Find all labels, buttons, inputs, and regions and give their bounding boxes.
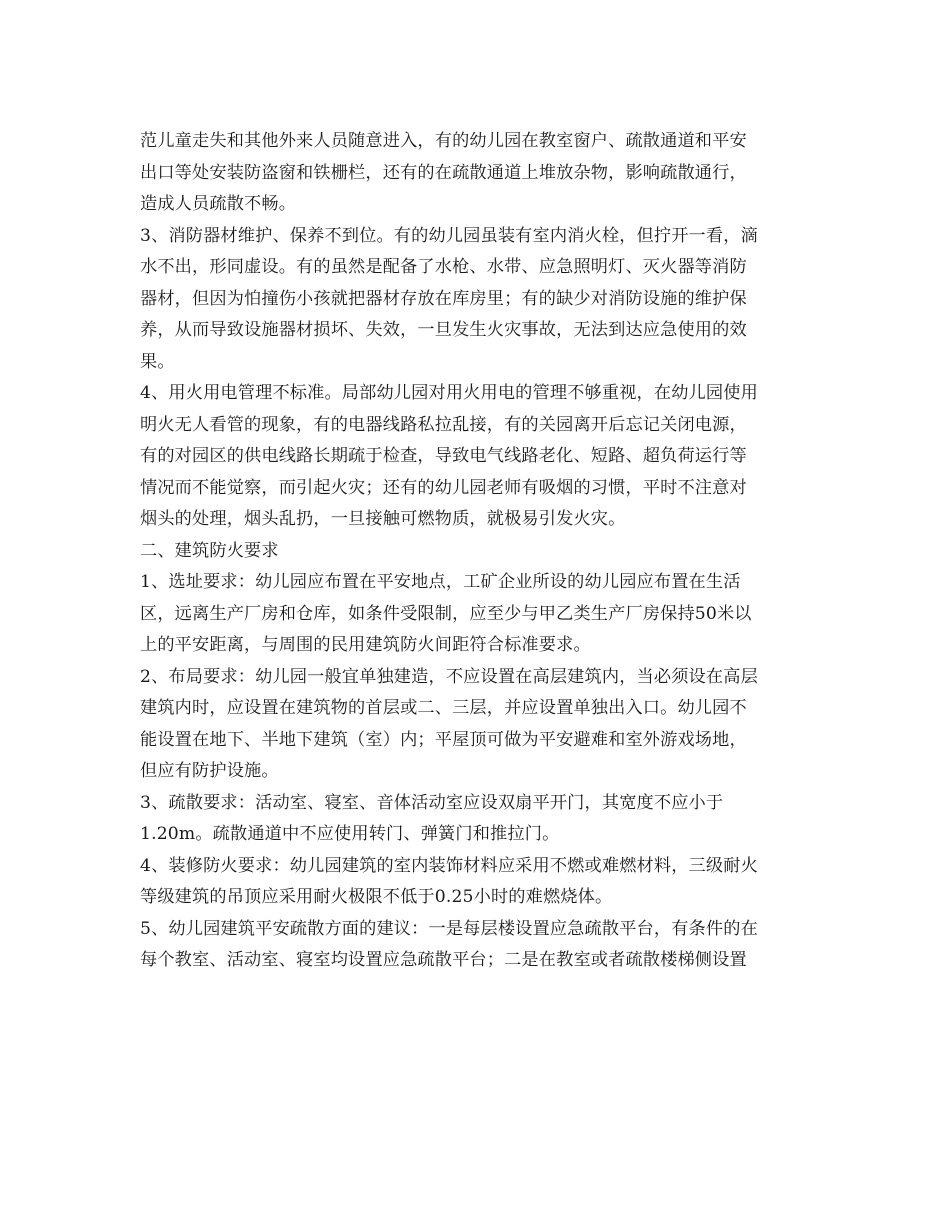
text-line: 范儿童走失和其他外来人员随意进入，有的幼儿园在教室窗户、疏散通道和平安 [140, 131, 747, 151]
text-line: 明火无人看管的现象，有的电器线路私拉乱接，有的关园离开后忘记关闭电源， [140, 414, 747, 435]
text-line: 区，远离生产厂房和仓库，如条件受限制，应至少与甲乙类生产厂房保持50米以 [140, 603, 752, 624]
text-line: 4、装修防火要求：幼儿园建筑的室内装饰材料应采用不燃或难燃材料，三级耐火 [140, 855, 758, 876]
text-line: 每个教室、活动室、寝室均设置应急疏散平台；二是在教室或者疏散楼梯侧设置 [140, 950, 747, 970]
text-line: 5、幼儿园建筑平安疏散方面的建议：一是每层楼设置应急疏散平台，有条件的在 [140, 918, 758, 939]
text-line: 建筑内时，应设置在建筑物的首层或二、三层，并应设置单独出入口。幼儿园不 [140, 698, 747, 718]
text-line: 果。 [140, 351, 175, 372]
text-line: 但应有防护设施。 [140, 761, 279, 781]
text-line: 等级建筑的吊顶应采用耐火极限不低于0.25小时的难燃烧体。 [140, 887, 613, 907]
text-line: 器材，但因为怕撞伤小孩就把器材存放在库房里；有的缺少对消防设施的维护保 [140, 288, 747, 309]
text-line: 有的对园区的供电线路长期疏于检查，导致电气线路老化、短路、超负荷运行等 [140, 446, 747, 466]
text-line: 能设置在地下、半地下建筑（室）内；平屋顶可做为平安避难和室外游戏场地， [140, 729, 747, 750]
section-heading: 二、建筑防火要求 [140, 540, 279, 561]
text-line: 2、布局要求：幼儿园一般宜单独建造，不应设置在高层建筑内，当必须设在高层 [140, 666, 758, 687]
text-line: 烟头的处理，烟头乱扔，一旦接触可燃物质，就极易引发火灾。 [140, 509, 626, 529]
text-line: 造成人员疏散不畅。 [140, 194, 297, 214]
text-line: 3、疏散要求：活动室、寝室、音体活动室应设双扇平开门，其宽度不应小于 [140, 792, 724, 813]
text-line: 情况而不能觉察，而引起火灾；还有的幼儿园老师有吸烟的习惯，平时不注意对 [140, 477, 747, 498]
text-line: 1、选址要求：幼儿园应布置在平安地点，工矿企业所设的幼儿园应布置在生活 [140, 572, 741, 592]
text-line: 养，从而导致设施器材损坏、失效，一旦发生火灾事故，无法到达应急使用的效 [140, 320, 747, 340]
text-line: 出口等处安装防盗窗和铁栅栏，还有的在疏散通道上堆放杂物，影响疏散通行， [140, 162, 747, 183]
document-body [140, 126, 812, 977]
text-line: 水不出，形同虚设。有的虽然是配备了水枪、水带、应急照明灯、灭火器等消防 [140, 257, 747, 277]
text-line: 上的平安距离，与周围的民用建筑防火间距符合标准要求。 [140, 635, 591, 655]
text-line: 1.20m。疏散通道中不应使用转门、弹簧门和推拉门。 [140, 824, 560, 844]
text-line: 3、消防器材维护、保养不到位。有的幼儿园虽装有室内消火栓，但拧开一看，滴 [140, 225, 758, 246]
text-line: 4、用火用电管理不标准。局部幼儿园对用火用电的管理不够重视，在幼儿园使用 [140, 383, 758, 403]
